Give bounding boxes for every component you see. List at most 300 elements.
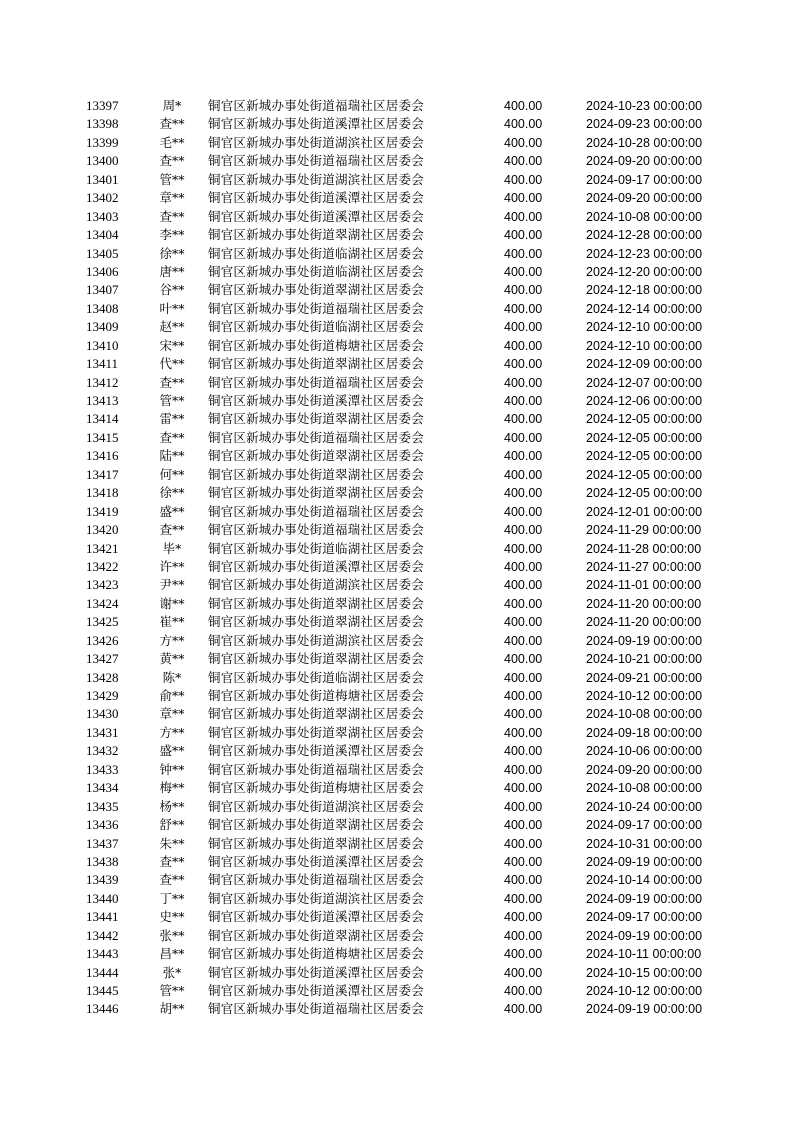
amount-value: 400.00 [504,836,543,851]
record-id: 13431 [86,724,119,740]
record-id: 13402 [86,190,119,206]
recipient-name: 管** [159,171,185,187]
table-row [0,742,793,760]
recipient-name: 梅** [159,780,185,796]
record-id: 13446 [86,1001,119,1017]
recipient-name: 张** [159,927,185,943]
table-row [0,761,793,779]
amount-value: 400.00 [504,449,543,464]
organization-name: 铜官区新城办事处街道临湖社区居委会 [208,540,424,556]
recipient-name: 方** [159,632,185,648]
table-row [0,337,793,355]
table-row [0,374,793,392]
organization-name: 铜官区新城办事处街道梅塘社区居委会 [208,946,424,962]
amount-value: 400.00 [504,559,543,574]
table-row [0,318,793,336]
record-id: 13419 [86,503,119,519]
amount-value: 400.00 [504,725,543,740]
date-value: 2024-09-20 00:00:00 [586,762,703,777]
record-id: 13405 [86,245,119,261]
date-value: 2024-09-19 00:00:00 [586,1002,703,1017]
table-row [0,908,793,926]
recipient-name: 章** [159,190,185,206]
date-value: 2024-10-11 00:00:00 [586,947,702,962]
table-row [0,410,793,428]
record-id: 13416 [86,448,119,464]
table-row [0,208,793,226]
amount-value: 400.00 [504,135,543,150]
date-value: 2024-12-07 00:00:00 [586,375,703,390]
recipient-name: 雷** [159,411,185,427]
amount-value: 400.00 [504,652,543,667]
organization-name: 铜官区新城办事处街道福瑞社区居委会 [208,153,424,169]
table-row [0,503,793,521]
recipient-name: 李** [159,227,185,243]
record-id: 13401 [86,171,119,187]
record-id: 13409 [86,319,119,335]
organization-name: 铜官区新城办事处街道翠湖社区居委会 [208,595,424,611]
amount-value: 400.00 [504,984,543,998]
date-value: 2024-10-24 00:00:00 [586,799,703,814]
record-id: 13428 [86,669,119,685]
table-row [0,245,793,263]
recipient-name: 管** [159,393,185,408]
organization-name: 铜官区新城办事处街道湖滨社区居委会 [208,798,424,814]
table-row [0,392,793,410]
recipient-name: 赵** [159,319,185,335]
organization-name: 铜官区新城办事处街道福瑞社区居委会 [208,761,424,777]
table-row [0,595,793,613]
organization-name: 铜官区新城办事处街道翠湖社区居委会 [208,724,424,740]
date-value: 2024-10-12 00:00:00 [586,689,703,703]
date-value: 2024-10-21 00:00:00 [586,652,703,667]
recipient-name: 查** [159,374,185,390]
date-value: 2024-09-17 00:00:00 [586,818,703,833]
amount-value: 400.00 [504,357,543,372]
record-id: 13421 [86,540,119,556]
recipient-name: 周* [162,98,182,113]
recipient-name: 徐** [159,485,185,501]
amount-value: 400.00 [504,1002,543,1017]
amount-value: 400.00 [504,707,543,722]
amount-value: 400.00 [504,264,543,279]
date-value: 2024-09-19 00:00:00 [586,854,703,869]
table-row [0,576,793,594]
table-row [0,798,793,816]
table-row [0,226,793,244]
date-value: 2024-12-10 00:00:00 [586,320,703,335]
recipient-name: 昌** [159,946,185,962]
date-value: 2024-10-08 00:00:00 [586,781,703,796]
date-value: 2024-12-05 00:00:00 [586,430,703,445]
recipient-name: 毕* [162,540,182,556]
record-id: 13397 [86,98,119,113]
recipient-name: 宋** [159,337,185,353]
date-value: 2024-12-23 00:00:00 [586,246,703,261]
date-value: 2024-11-27 00:00:00 [586,559,702,574]
date-value: 2024-12-05 00:00:00 [586,486,703,501]
table-row [0,945,793,963]
organization-name: 铜官区新城办事处街道福瑞社区居委会 [208,300,424,316]
amount-value: 400.00 [504,246,543,261]
table-row [0,871,793,889]
recipient-name: 朱** [159,835,185,851]
recipient-name: 崔** [159,614,185,630]
amount-value: 400.00 [504,578,543,593]
organization-name: 铜官区新城办事处街道翠湖社区居委会 [208,356,424,372]
amount-value: 400.00 [504,99,543,113]
table-row [0,263,793,281]
date-value: 2024-12-05 00:00:00 [586,449,703,464]
organization-name: 铜官区新城办事处街道溪潭社区居委会 [208,393,424,408]
amount-value: 400.00 [504,301,543,316]
table-row [0,1000,793,1018]
amount-value: 400.00 [504,209,543,224]
recipient-name: 徐** [159,245,185,261]
date-value: 2024-10-23 00:00:00 [586,99,703,113]
amount-value: 400.00 [504,394,543,408]
date-value: 2024-09-20 00:00:00 [586,154,703,169]
organization-name: 铜官区新城办事处街道溪潭社区居委会 [208,964,424,980]
recipient-name: 舒** [159,817,185,833]
recipient-name: 叶** [159,300,185,316]
date-value: 2024-10-08 00:00:00 [586,707,703,722]
recipient-name: 陈* [162,669,182,685]
date-value: 2024-12-20 00:00:00 [586,264,703,279]
organization-name: 铜官区新城办事处街道溪潭社区居委会 [208,743,424,759]
record-id: 13437 [86,835,119,851]
record-table [0,97,793,1019]
date-value: 2024-12-09 00:00:00 [586,357,703,372]
table-row [0,650,793,668]
recipient-name: 陆** [159,448,185,464]
recipient-name: 尹** [159,577,185,593]
organization-name: 铜官区新城办事处街道溪潭社区居委会 [208,116,424,132]
date-value: 2024-12-06 00:00:00 [586,394,703,408]
record-id: 13425 [86,614,119,630]
record-id: 13435 [86,798,119,814]
table-row [0,97,793,115]
recipient-name: 史** [159,909,185,925]
recipient-name: 查** [159,429,185,445]
organization-name: 铜官区新城办事处街道翠湖社区居委会 [208,448,424,464]
recipient-name: 俞** [159,688,185,703]
recipient-name: 代** [159,356,185,372]
amount-value: 400.00 [504,689,543,703]
record-id: 13407 [86,282,119,298]
organization-name: 铜官区新城办事处街道福瑞社区居委会 [208,522,424,538]
record-id: 13429 [86,688,119,703]
date-value: 2024-09-20 00:00:00 [586,191,703,206]
amount-value: 400.00 [504,320,543,335]
record-id: 13399 [86,134,119,150]
amount-value: 400.00 [504,873,543,888]
date-value: 2024-09-21 00:00:00 [586,670,703,685]
table-row [0,927,793,945]
amount-value: 400.00 [504,854,543,869]
date-value: 2024-12-05 00:00:00 [586,412,703,427]
recipient-name: 方** [159,724,185,740]
amount-value: 400.00 [504,891,543,906]
recipient-name: 查** [159,853,185,869]
table-row [0,853,793,871]
date-value: 2024-09-19 00:00:00 [586,891,703,906]
table-row [0,724,793,742]
organization-name: 铜官区新城办事处街道福瑞社区居委会 [208,503,424,519]
organization-name: 铜官区新城办事处街道溪潭社区居委会 [208,190,424,206]
amount-value: 400.00 [504,670,543,685]
date-value: 2024-12-01 00:00:00 [586,504,703,519]
table-row [0,982,793,1000]
record-id: 13406 [86,263,119,279]
organization-name: 铜官区新城办事处街道翠湖社区居委会 [208,227,424,243]
amount-value: 400.00 [504,412,543,427]
organization-name: 铜官区新城办事处街道临湖社区居委会 [208,263,424,279]
date-value: 2024-10-08 00:00:00 [586,209,703,224]
table-row [0,429,793,447]
organization-name: 铜官区新城办事处街道梅塘社区居委会 [208,780,424,796]
amount-value: 400.00 [504,523,543,538]
date-value: 2024-09-19 00:00:00 [586,928,703,943]
record-id: 13423 [86,577,119,593]
table-row [0,115,793,133]
recipient-name: 查** [159,522,185,538]
amount-value: 400.00 [504,172,543,187]
organization-name: 铜官区新城办事处街道翠湖社区居委会 [208,835,424,851]
date-value: 2024-12-05 00:00:00 [586,467,703,482]
recipient-name: 何** [159,466,185,482]
date-value: 2024-11-28 00:00:00 [586,541,702,556]
organization-name: 铜官区新城办事处街道福瑞社区居委会 [208,1001,424,1017]
amount-value: 400.00 [504,375,543,390]
table-row [0,540,793,558]
table-row [0,152,793,170]
recipient-name: 杨** [159,798,185,814]
organization-name: 铜官区新城办事处街道福瑞社区居委会 [208,429,424,445]
amount-value: 400.00 [504,615,543,630]
recipient-name: 谢** [159,595,185,611]
organization-name: 铜官区新城办事处街道溪潭社区居委会 [208,909,424,925]
recipient-name: 许** [159,558,185,574]
date-value: 2024-09-17 00:00:00 [586,910,703,925]
record-id: 13440 [86,890,119,906]
organization-name: 铜官区新城办事处街道溪潭社区居委会 [208,853,424,869]
record-id: 13426 [86,632,119,648]
amount-value: 400.00 [504,191,543,206]
date-value: 2024-10-14 00:00:00 [586,873,703,888]
record-id: 13400 [86,153,119,169]
amount-value: 400.00 [504,430,543,445]
record-id: 13436 [86,817,119,833]
organization-name: 铜官区新城办事处街道福瑞社区居委会 [208,98,424,113]
recipient-name: 查** [159,208,185,224]
record-id: 13415 [86,429,119,445]
record-id: 13410 [86,337,119,353]
date-value: 2024-10-15 00:00:00 [586,965,703,980]
amount-value: 400.00 [504,762,543,777]
date-value: 2024-09-18 00:00:00 [586,725,703,740]
organization-name: 铜官区新城办事处街道湖滨社区居委会 [208,134,424,150]
date-value: 2024-09-23 00:00:00 [586,117,703,132]
organization-name: 铜官区新城办事处街道翠湖社区居委会 [208,817,424,833]
date-value: 2024-12-10 00:00:00 [586,338,703,353]
amount-value: 400.00 [504,781,543,796]
amount-value: 400.00 [504,633,543,648]
table-row [0,687,793,705]
record-id: 13420 [86,522,119,538]
record-id: 13433 [86,761,119,777]
table-row [0,964,793,982]
table-row [0,484,793,502]
record-id: 13434 [86,780,119,796]
amount-value: 400.00 [504,283,543,298]
organization-name: 铜官区新城办事处街道临湖社区居委会 [208,319,424,335]
record-id: 13403 [86,208,119,224]
amount-value: 400.00 [504,799,543,814]
table-row [0,669,793,687]
amount-value: 400.00 [504,467,543,482]
date-value: 2024-10-06 00:00:00 [586,744,703,759]
record-id: 13430 [86,706,119,722]
organization-name: 铜官区新城办事处街道溪潭社区居委会 [208,208,424,224]
record-id: 13442 [86,927,119,943]
date-value: 2024-11-29 00:00:00 [586,523,702,538]
record-id: 13441 [86,909,119,925]
organization-name: 铜官区新城办事处街道翠湖社区居委会 [208,614,424,630]
organization-name: 铜官区新城办事处街道临湖社区居委会 [208,669,424,685]
amount-value: 400.00 [504,541,543,556]
recipient-name: 盛** [159,743,185,759]
organization-name: 铜官区新城办事处街道翠湖社区居委会 [208,282,424,298]
record-id: 13411 [86,356,119,372]
table-row [0,355,793,373]
amount-value: 400.00 [504,928,543,943]
recipient-name: 章** [159,706,185,722]
table-row [0,835,793,853]
amount-value: 400.00 [504,486,543,501]
table-row [0,816,793,834]
organization-name: 铜官区新城办事处街道福瑞社区居委会 [208,374,424,390]
organization-name: 铜官区新城办事处街道翠湖社区居委会 [208,411,424,427]
organization-name: 铜官区新城办事处街道湖滨社区居委会 [208,632,424,648]
record-id: 13408 [86,300,119,316]
record-id: 13427 [86,651,119,667]
amount-value: 400.00 [504,744,543,759]
amount-value: 400.00 [504,228,543,243]
organization-name: 铜官区新城办事处街道翠湖社区居委会 [208,651,424,667]
table-row [0,189,793,207]
amount-value: 400.00 [504,338,543,353]
amount-value: 400.00 [504,947,543,962]
record-id: 13404 [86,227,119,243]
record-id: 13445 [86,983,119,998]
date-value: 2024-11-01 00:00:00 [586,578,702,593]
table-row [0,779,793,797]
record-id: 13418 [86,485,119,501]
amount-value: 400.00 [504,117,543,132]
record-id: 13444 [86,964,119,980]
date-value: 2024-11-20 00:00:00 [586,596,702,611]
record-id: 13398 [86,116,119,132]
organization-name: 铜官区新城办事处街道翠湖社区居委会 [208,927,424,943]
record-id: 13412 [86,374,119,390]
organization-name: 铜官区新城办事处街道湖滨社区居委会 [208,171,424,187]
table-row [0,281,793,299]
record-id: 13438 [86,853,119,869]
table-row [0,613,793,631]
amount-value: 400.00 [504,154,543,169]
recipient-name: 钟** [159,761,185,777]
organization-name: 铜官区新城办事处街道湖滨社区居委会 [208,890,424,906]
record-id: 13432 [86,743,119,759]
record-id: 13439 [86,872,119,888]
record-id: 13417 [86,466,119,482]
organization-name: 铜官区新城办事处街道翠湖社区居委会 [208,485,424,501]
table-row [0,134,793,152]
organization-name: 铜官区新城办事处街道湖滨社区居委会 [208,577,424,593]
organization-name: 铜官区新城办事处街道临湖社区居委会 [208,245,424,261]
date-value: 2024-11-20 00:00:00 [586,615,702,630]
table-row [0,447,793,465]
recipient-name: 张* [162,964,182,980]
amount-value: 400.00 [504,965,543,980]
recipient-name: 毛** [159,134,185,150]
table-row [0,521,793,539]
amount-value: 400.00 [504,818,543,833]
date-value: 2024-12-28 00:00:00 [586,228,703,243]
record-id: 13422 [86,558,119,574]
date-value: 2024-10-12 00:00:00 [586,984,703,998]
organization-name: 铜官区新城办事处街道梅塘社区居委会 [208,337,424,353]
recipient-name: 查** [159,872,185,888]
date-value: 2024-09-17 00:00:00 [586,172,703,187]
date-value: 2024-12-14 00:00:00 [586,301,703,316]
amount-value: 400.00 [504,910,543,925]
organization-name: 铜官区新城办事处街道溪潭社区居委会 [208,983,424,998]
amount-value: 400.00 [504,596,543,611]
organization-name: 铜官区新城办事处街道福瑞社区居委会 [208,872,424,888]
table-row [0,890,793,908]
date-value: 2024-10-28 00:00:00 [586,135,703,150]
date-value: 2024-10-31 00:00:00 [586,836,703,851]
table-row [0,171,793,189]
amount-value: 400.00 [504,504,543,519]
date-value: 2024-12-18 00:00:00 [586,283,703,298]
table-row [0,558,793,576]
record-id: 13443 [86,946,119,962]
table-row [0,466,793,484]
record-id: 13424 [86,595,119,611]
table-row [0,632,793,650]
recipient-name: 管** [159,983,185,998]
table-row [0,705,793,723]
record-id: 13413 [86,393,119,408]
table-row [0,300,793,318]
date-value: 2024-09-19 00:00:00 [586,633,703,648]
recipient-name: 黄** [159,651,185,667]
recipient-name: 查** [159,116,185,132]
recipient-name: 盛** [159,503,185,519]
recipient-name: 唐** [159,263,185,279]
recipient-name: 谷** [159,282,185,298]
organization-name: 铜官区新城办事处街道溪潭社区居委会 [208,558,424,574]
recipient-name: 胡** [159,1001,185,1017]
record-id: 13414 [86,411,119,427]
recipient-name: 查** [159,153,185,169]
organization-name: 铜官区新城办事处街道翠湖社区居委会 [208,466,424,482]
recipient-name: 丁** [159,890,185,906]
organization-name: 铜官区新城办事处街道翠湖社区居委会 [208,706,424,722]
